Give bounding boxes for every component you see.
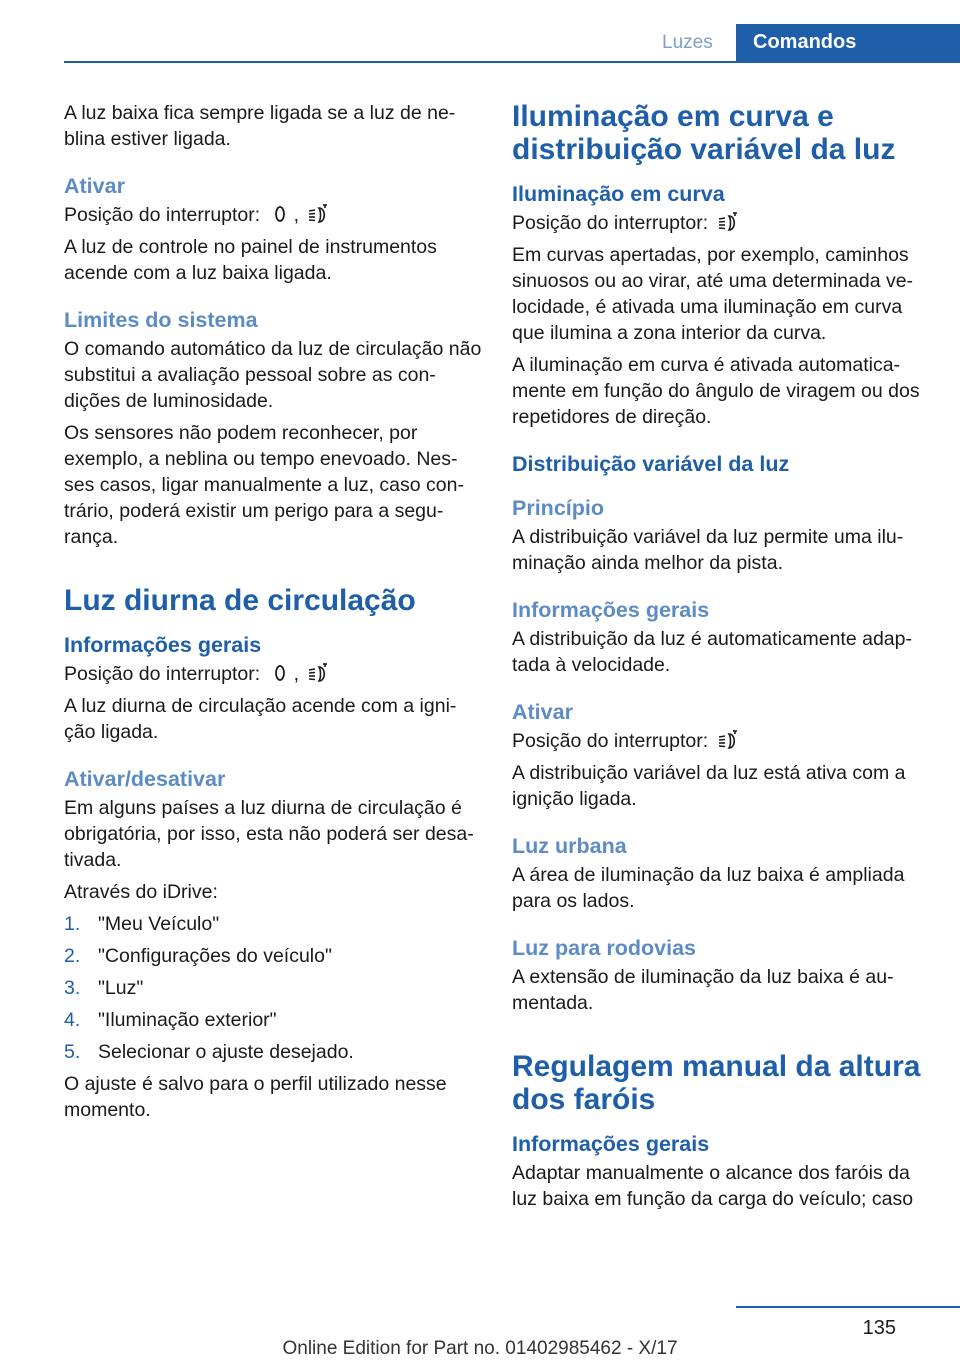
- page-header: [0, 24, 960, 62]
- step-number: 4.: [64, 1009, 81, 1031]
- curva-paragraph-1: Em curvas apertadas, por exemplo, caminhos sinuosos ou ao virar, até uma determinada ve-locidade, é ativada uma iluminação em curva que ilumina a zona interior da curva.: [512, 244, 914, 344]
- distribuicao-info-heading: Informações gerais: [512, 598, 710, 622]
- separator-comma: ,: [293, 204, 300, 226]
- regulagem-title: Regulagem manual da altura dos faróis: [512, 1050, 921, 1116]
- step-number: 1.: [64, 913, 81, 935]
- luz-diurna-info-heading: Informações gerais: [64, 633, 262, 657]
- separator-comma: ,: [293, 663, 300, 685]
- header-chapter-comandos: Comandos: [736, 24, 960, 61]
- header-section-luzes: Luzes: [662, 32, 713, 53]
- header-divider: [64, 61, 960, 63]
- switch-zero-icon: [269, 203, 291, 225]
- toggle-paragraph-1: Em alguns países a luz diurna de circulação é obrigatória, por isso, esta não poderá ser desa-tivada.: [64, 797, 474, 871]
- step-number: 2.: [64, 945, 81, 967]
- intro-paragraph: A luz baixa fica sempre ligada se a luz de ne-blina estiver ligada.: [64, 102, 456, 150]
- distribuicao-heading: Distribuição variável da luz: [512, 452, 790, 476]
- rodovias-text: A extensão de iluminação da luz baixa é au-mentada.: [512, 966, 894, 1014]
- limites-paragraph-2: Os sensores não podem reconhecer, por exemplo, a neblina ou tempo enevoado. Nes-ses casos, ligar manualmente a luz, caso con-trário, poderá existir um perigo para a segu-rança.: [64, 422, 464, 548]
- principio-heading: Princípio: [512, 496, 604, 520]
- switch-position-label: Posição do interruptor:: [64, 204, 261, 226]
- curva-paragraph-2: A iluminação em curva é ativada automatica-mente em função do ângulo de viragem ou dos repetidores de direção.: [512, 354, 920, 428]
- regulagem-info-text: Adaptar manualmente o alcance dos faróis da luz baixa em função da carga do veículo; caso: [512, 1162, 914, 1210]
- step-text: "Luz": [98, 977, 144, 999]
- ativar-heading: Ativar: [64, 174, 125, 198]
- step-number: 3.: [64, 977, 81, 999]
- switch-position-label: Posição do interruptor:: [512, 212, 709, 234]
- auto-light-icon: [307, 203, 329, 225]
- switch-position-label: Posição do interruptor:: [512, 730, 709, 752]
- step-number: 5.: [64, 1041, 81, 1063]
- switch-position-label: Posição do interruptor:: [64, 663, 261, 685]
- distribuicao-switch-line: [512, 728, 932, 754]
- step-text: "Meu Veículo": [98, 913, 220, 935]
- step-text: "Iluminação exterior": [98, 1009, 277, 1031]
- ativar-text: A luz de controle no painel de instrumentos acende com a luz baixa ligada.: [64, 236, 437, 284]
- distribuicao-info-text: A distribuição da luz é automaticamente adap-tada à velocidade.: [512, 628, 912, 676]
- right-column: [512, 100, 932, 1218]
- curva-distribuicao-title: Iluminação em curva e distribuição variável da luz: [512, 100, 896, 166]
- limites-paragraph-1: O comando automático da luz de circulação não substitui a avaliação pessoal sobre as con-dições de luminosidade.: [64, 338, 482, 412]
- auto-light-icon: [717, 211, 739, 233]
- step-text: Selecionar o ajuste desejado.: [98, 1041, 354, 1063]
- luz-diurna-info-text: A luz diurna de circulação acende com a igni-ção ligada.: [64, 695, 457, 743]
- distribuicao-ativar-heading: Ativar: [512, 700, 573, 724]
- auto-light-icon: [307, 662, 329, 684]
- list-item: [64, 1007, 482, 1033]
- limites-heading: Limites do sistema: [64, 308, 258, 332]
- curva-heading: Iluminação em curva: [512, 182, 725, 206]
- closing-paragraph: O ajuste é salvo para o perfil utilizado nesse momento.: [64, 1073, 447, 1121]
- distribuicao-ativar-text: A distribuição variável da luz está ativa com a ignição ligada.: [512, 762, 906, 810]
- rodovias-heading: Luz para rodovias: [512, 936, 696, 960]
- footer-divider: [736, 1306, 960, 1308]
- toggle-paragraph-2: Através do iDrive:: [64, 881, 218, 903]
- curva-switch-line: [512, 210, 932, 236]
- list-item: [64, 911, 482, 937]
- list-item: [64, 1039, 482, 1065]
- page-number: 135: [862, 1317, 896, 1339]
- urbana-heading: Luz urbana: [512, 834, 627, 858]
- auto-light-icon: [717, 729, 739, 751]
- step-text: "Configurações do veículo": [98, 945, 332, 967]
- luz-diurna-switch-line: [64, 661, 482, 687]
- list-item: [64, 975, 482, 1001]
- principio-text: A distribuição variável da luz permite uma ilu-minação ainda melhor da pista.: [512, 526, 904, 574]
- toggle-heading: Ativar/desativar: [64, 767, 226, 791]
- footer-edition: Online Edition for Part no. 01402985462 - X/17: [282, 1338, 678, 1359]
- regulagem-info-heading: Informações gerais: [512, 1132, 710, 1156]
- luz-diurna-title: Luz diurna de circulação: [64, 584, 416, 617]
- idrive-steps-list: [64, 911, 482, 1065]
- switch-zero-icon: [269, 662, 291, 684]
- left-column: [64, 100, 482, 1129]
- urbana-text: A área de iluminação da luz baixa é ampliada para os lados.: [512, 864, 905, 912]
- ativar-switch-line: [64, 202, 482, 228]
- list-item: [64, 943, 482, 969]
